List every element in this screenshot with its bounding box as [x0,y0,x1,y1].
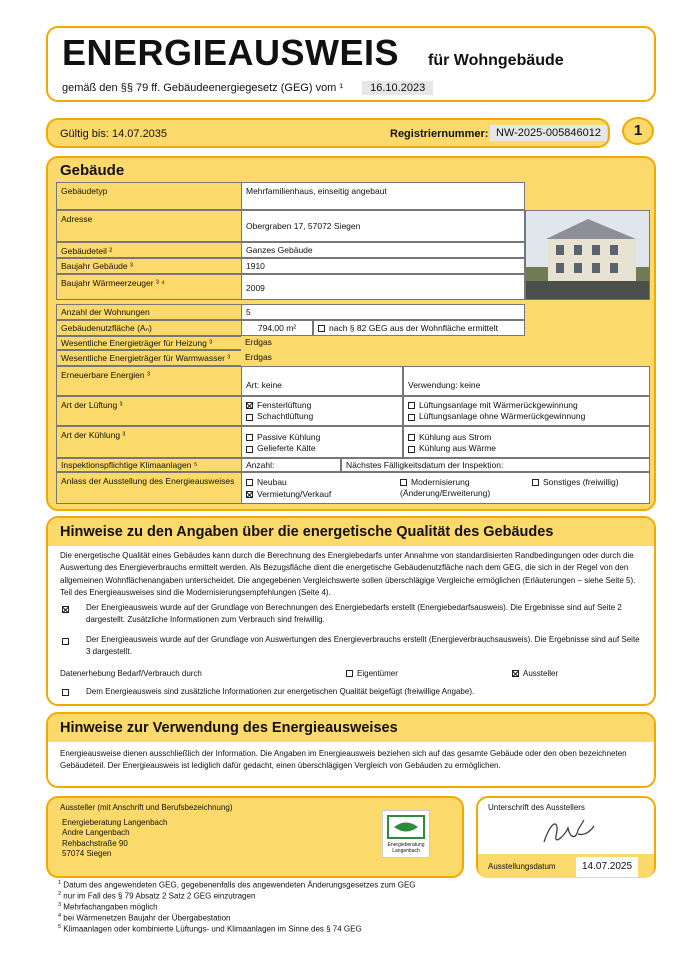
checkbox-lueftung-mit-wrg[interactable] [408,402,415,409]
building-photo [525,210,650,300]
aussteller-address [62,818,167,860]
value-erneuerbare-art: Art: keine [241,366,403,396]
aussteller-line: 57074 Siegen [62,849,112,859]
lueftung-options-left: Fensterlüftung Schachtlüftung [241,396,403,426]
value-gebaeudetyp: Mehrfamilienhaus, einseitig angebaut [241,182,525,210]
validity-bar [46,118,610,148]
option-eigentuemer: Eigentümer [346,668,398,680]
stamp-logo-icon [386,814,426,840]
lueftung-options-right: Lüftungsanlage mit Wärmerückgewinnung Lüftungsanlage ohne Wärmerückgewinnung [403,396,650,426]
aussteller-line: Rehbachstraße 90 [62,838,128,848]
option1-box [62,604,73,616]
reg-number: NW-2025-005846012 [490,125,607,141]
hinweise-qualitaet-header [48,518,654,546]
checkbox-icon[interactable] [318,325,325,332]
label-klimaanlagen: Inspektionspflichtige Klimaanlagen ⁵ [56,458,241,472]
label-baujahr: Baujahr Gebäude ³ [56,258,241,274]
checkbox-vermietung[interactable] [246,491,253,498]
checkbox-kuehlung-waerme[interactable] [408,446,415,453]
value-nutzflaeche: 794,00 m² [241,320,313,336]
checkbox-sonstiges[interactable] [532,479,539,486]
hinweise-verwendung-heading: Hinweise zur Verwendung des Energieausweises [60,720,398,736]
checkbox-energieverbrauch[interactable] [62,638,69,645]
hinweise-verwendung-section [46,712,656,788]
hinweise-qualitaet-text: Die energetische Qualität eines Gebäudes kann durch die Berechnung des Energiebedarfs unter Annahme von standardisierten Randbedingungen oder durch die Auswertung des Energieverbrauchs ermittelt werden. Als Bezugsfläche dient die energetische Gebäudenutzfläche nach dem GEG, die sich in der Regel von den allgemeinen Wohnflächenangaben unterscheidet. Die angegebenen Vergleichswerte sollen überschlägige Vergleiche ermöglichen (Erläuterungen – siehe Seite 5). Teil des Energieausweises sind die Modernisierungsempfehlungen (Seite 4). [60,551,636,598]
checkbox-schachtlueftung[interactable] [246,414,253,421]
option-aussteller: Aussteller [512,668,558,680]
date-label: Ausstellungsdatum [488,862,556,871]
anlass-options: Neubau Vermietung/Verkauf Modernisierung (Änderung/Erweiterung) Sonstiges (freiwillig) [241,472,650,504]
value-gebaeudeteil: Ganzes Gebäude [241,242,525,258]
label-nutzflaeche: Gebäudenutzfläche (Aₙ) [56,320,241,336]
checkbox-energiebedarf[interactable] [62,606,69,613]
footnote: $^5$ Klimaanlagen oder kombinierte Lüftungs- und Klimaanlagen im Sinne des § 74 GEG [58,924,362,934]
datenerhebung-label: Datenerhebung Bedarf/Verbrauch durch [60,669,202,678]
value-erneuerbare-verwendung: Verwendung: keine [403,366,650,396]
checkbox-aussteller[interactable] [512,670,519,677]
footnote: $^2$ nur im Fall des § 79 Absatz 2 Satz 2 GEG einzutragen [58,891,256,901]
aussteller-label: Aussteller (mit Anschrift und Berufsbezeichnung) [60,803,233,812]
value-warmwasser: Erdgas [245,352,272,362]
label-heizung: Wesentliche Energieträger für Heizung ³ [56,336,241,350]
page-number: 1 [622,117,654,145]
option3-text: Dem Energieausweis sind zusätzliche Informationen zur energetischen Qualität beigefügt (freiwillige Angabe). [86,687,475,696]
checkbox-passive-kuehlung[interactable] [246,434,253,441]
option2-text: Der Energieausweis wurde auf der Grundlage von Auswertungen des Energieverbrauchs erstellt (Energieverbrauchsausweis). Die Ergebnisse sind auf Seite 3 dargestellt. [86,635,640,657]
gebaeude-heading: Gebäude [60,162,125,179]
option1-text: Der Energieausweis wurde auf der Grundlage von Berechnungen des Energiebedarfs erstellt (Energiebedarfsausweis). Die Ergebnisse sind auf Seite 2 dargestellt. Zusätzliche Informationen zum Verbrauch sind freiwillig. [86,603,622,625]
geg-label: gemäß den §§ 79 ff. Gebäudeenergiegesetz (GEG) vom ¹ [62,82,344,94]
building-image [526,211,650,300]
aussteller-line: Energieberatung Langenbach [62,818,168,827]
stamp [382,810,430,858]
label-warmwasser: Wesentliche Energieträger für Warmwasser ³ [56,350,241,366]
kuehlung-options-right: Kühlung aus Strom Kühlung aus Wärme [403,426,650,458]
hinweise-qualitaet-heading: Hinweise zu den Angaben über die energetische Qualität des Gebäudes [60,524,554,540]
value-klima-anzahl: Anzahl: [241,458,341,472]
label-gebaeudetyp: Gebäudetyp [56,182,241,210]
checkbox-zusatzinfo[interactable] [62,689,69,696]
gebaeude-section [46,156,656,511]
reg-label: Registriernummer: [390,128,489,140]
checkbox-neubau[interactable] [246,479,253,486]
valid-until: Gültig bis: 14.07.2035 [60,128,168,140]
value-anzahl-wohnungen: 5 [241,304,525,320]
label-kuehlung: Art der Kühlung ³ [56,426,241,458]
value-baujahr: 1910 [241,258,525,274]
signature-image [538,812,598,852]
label-anzahl-wohnungen: Anzahl der Wohnungen [56,304,241,320]
geg-line [62,82,433,94]
aussteller-line: Andre Langenbach [62,828,130,838]
footnote: $^4$ bei Wärmenetzen Baujahr der Übergabestation [58,913,231,923]
issue-date: 14.07.2025 [576,857,638,877]
hinweise-verwendung-header [48,714,654,742]
title-box [46,26,656,102]
value-heizung: Erdgas [245,337,272,347]
value-adresse: Obergraben 17, 57072 Siegen [241,210,525,242]
doc-title: ENERGIEAUSWEIS [62,32,400,73]
hinweise-qualitaet-section [46,516,656,706]
label-anlass: Anlass der Ausstellung des Energieausweises [56,472,241,504]
checkbox-modernisierung[interactable] [400,479,407,486]
label-lueftung: Art der Lüftung ³ [56,396,241,426]
signature-label: Unterschrift des Ausstellers [488,803,585,812]
footnote: $^3$ Mehrfachangaben möglich [58,902,158,912]
doc-subtitle: für Wohngebäude [428,52,564,69]
label-adresse: Adresse [56,210,241,242]
footnote: $^1$ Datum des angewendeten GEG, gegebenenfalls des angewendeten Änderungsgesetzes zum GEG [58,880,416,890]
checkbox-fensterlueftung[interactable] [246,402,253,409]
checkbox-kuehlung-strom[interactable] [408,434,415,441]
stamp-text: Energieberatung Langenbach [387,842,425,854]
geg-date: 16.10.2023 [362,81,433,95]
date-row [478,854,654,878]
label-gebaeudeteil: Gebäudeteil ² [56,242,241,258]
checkbox-eigentuemer[interactable] [346,670,353,677]
option3-box [62,687,73,699]
option2-box [62,636,73,648]
hinweise-verwendung-text: Energieausweise dienen ausschließlich der Information. Die Angaben im Energieausweis beziehen sich auf das gesamte Gebäude oder den oben bezeichneten Gebäudeteil. Der Energieausweis ist lediglich dafür gedacht, einen überschlägigen Vergleich von Gebäuden zu ermöglichen. [60,749,627,771]
signature-box [476,796,656,878]
kuehlung-options-left: Passive Kühlung Gelieferte Kälte [241,426,403,458]
nutzflaeche-option: nach § 82 GEG aus der Wohnfläche ermittelt [313,320,525,336]
value-klima-faelligkeit: Nächstes Fälligkeitsdatum der Inspektion: [341,458,650,472]
checkbox-gelieferte-kaelte[interactable] [246,446,253,453]
label-erneuerbare: Erneuerbare Energien ³ [56,366,241,396]
aussteller-box [46,796,464,878]
label-baujahr-waermeerzeuger: Baujahr Wärmeerzeuger ³ ⁴ [56,274,241,300]
value-baujahr-waermeerzeuger: 2009 [241,274,525,300]
checkbox-lueftung-ohne-wrg[interactable] [408,414,415,421]
